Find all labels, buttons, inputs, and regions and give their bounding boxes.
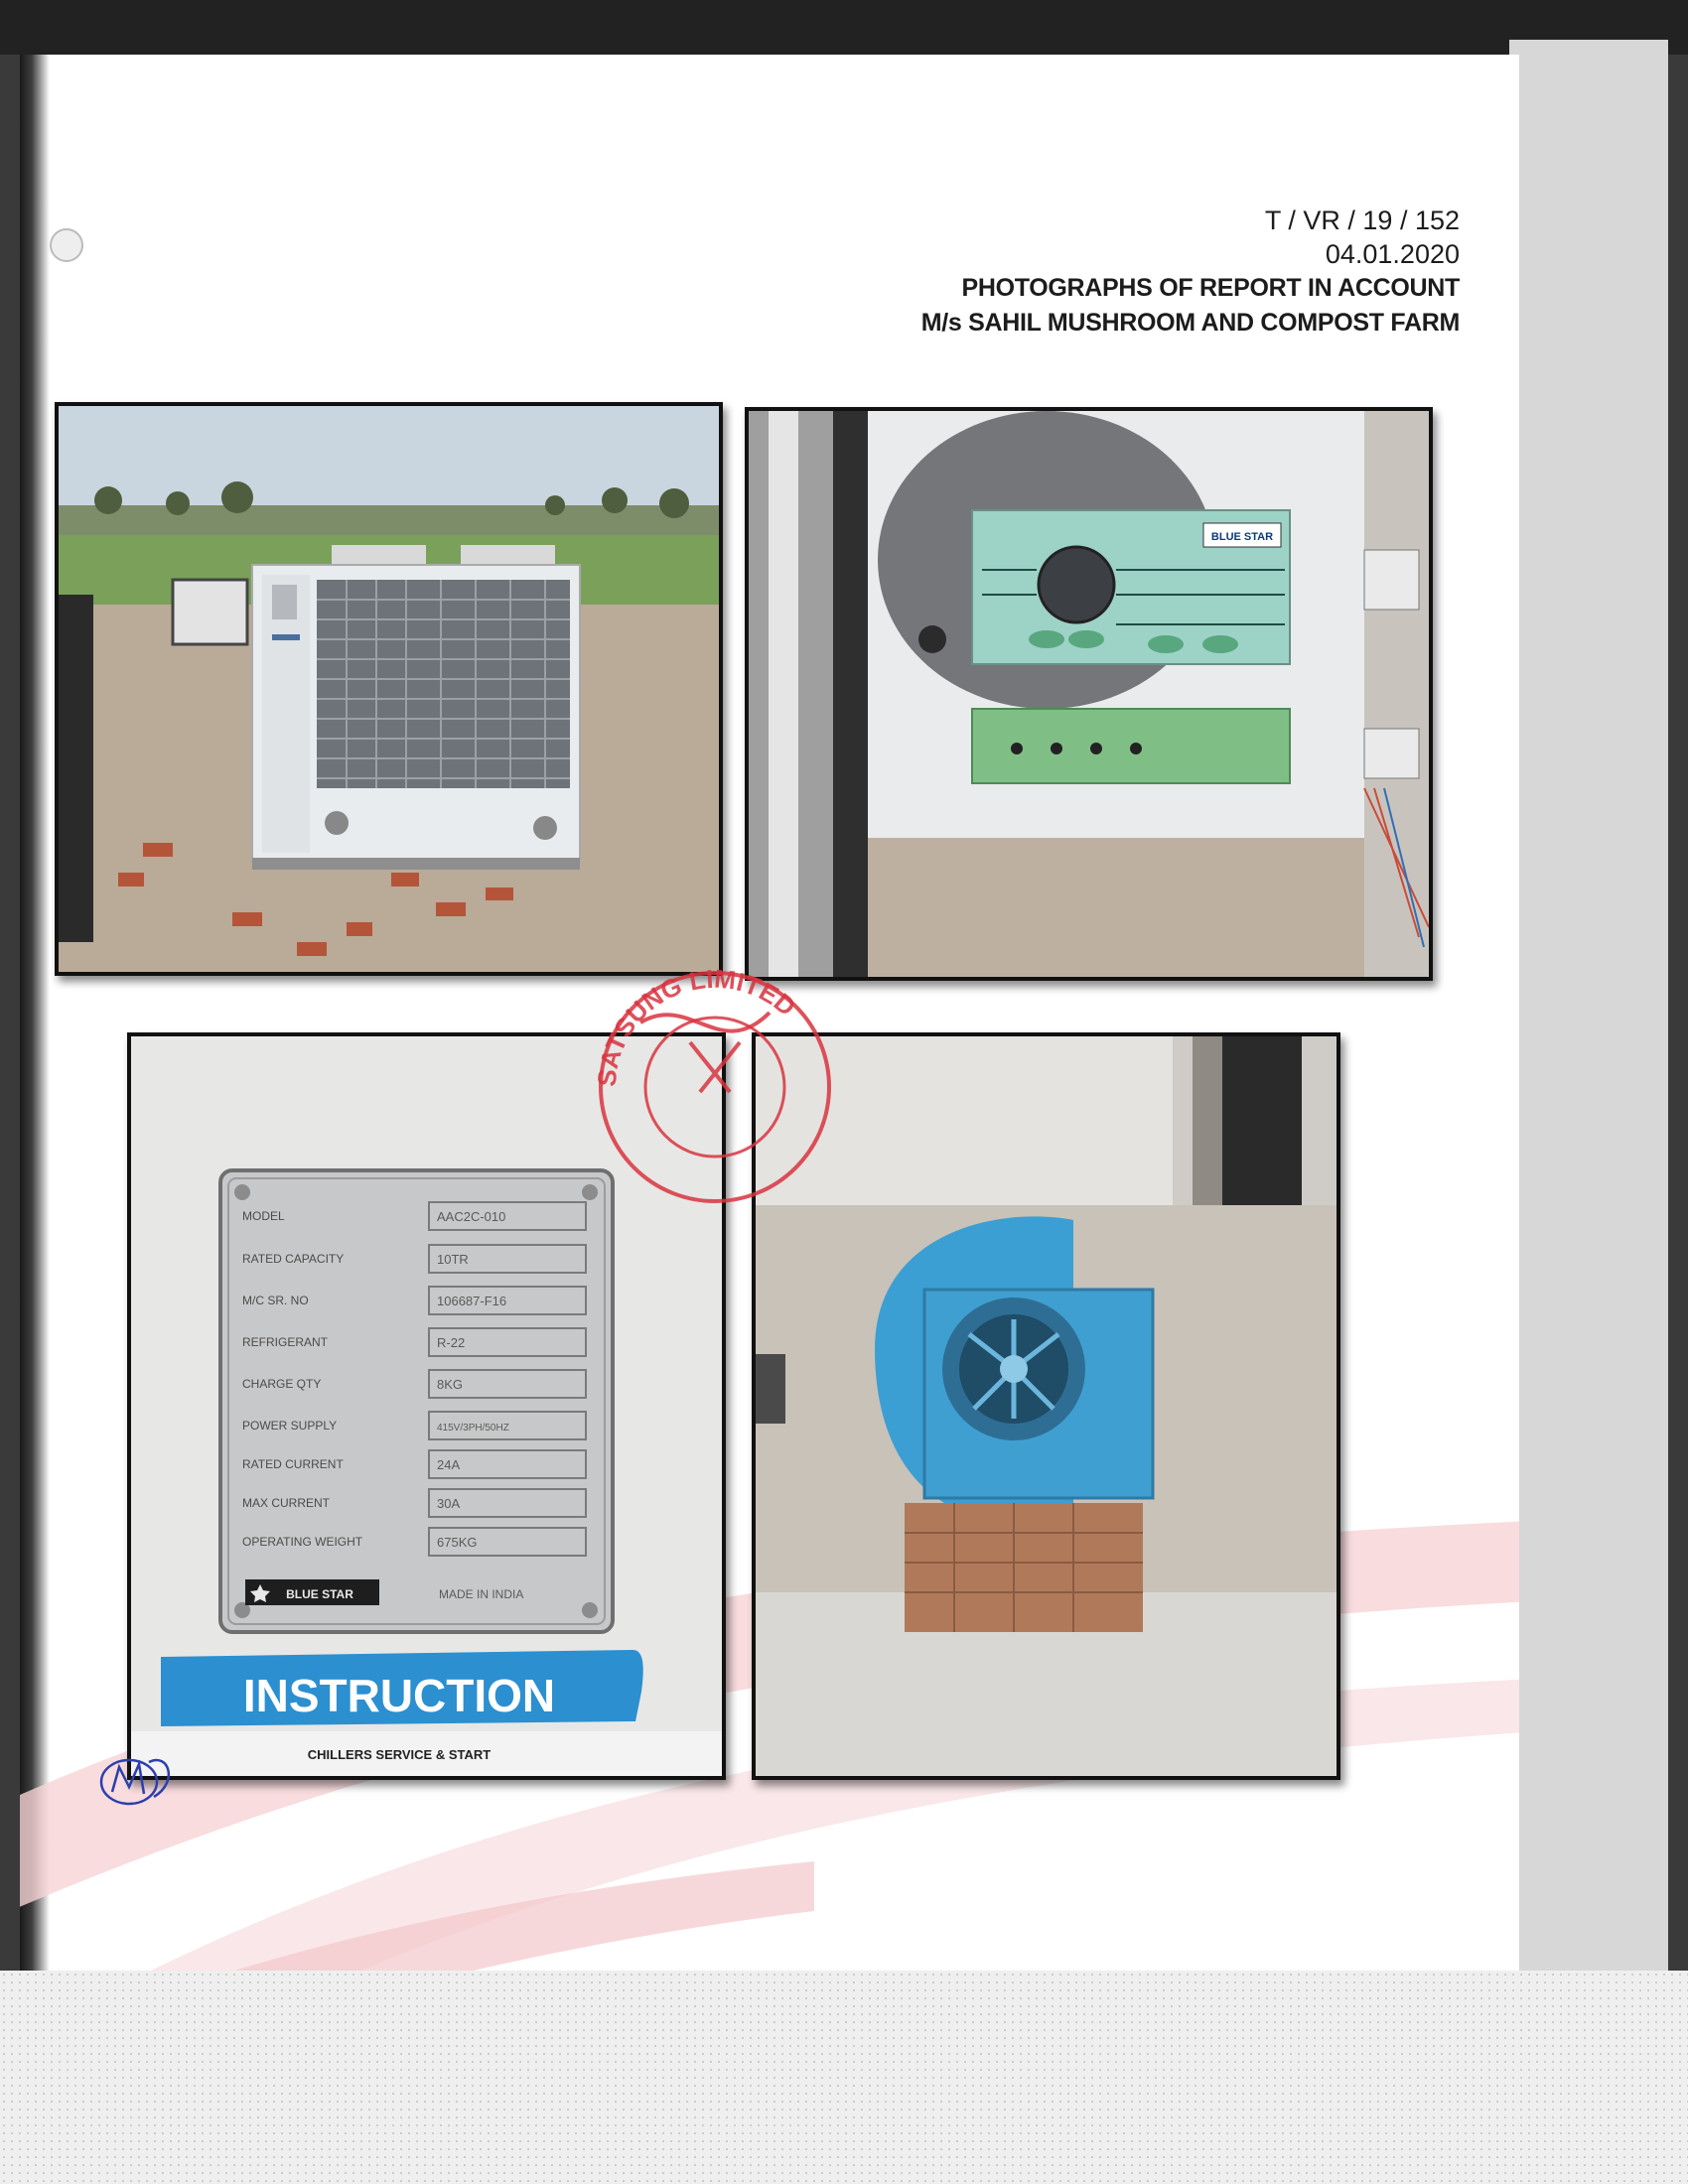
nameplate-label-6: RATED CURRENT xyxy=(242,1457,344,1471)
scanner-top-edge xyxy=(0,0,1688,55)
handwritten-initials xyxy=(94,1742,184,1812)
nameplate-value-2: 106687-F16 xyxy=(437,1294,507,1308)
nameplate-label-5: POWER SUPPLY xyxy=(242,1419,338,1433)
instruction-banner: INSTRUCTION xyxy=(242,1670,556,1721)
nameplate-label-7: MAX CURRENT xyxy=(242,1496,331,1510)
nameplate-value-4: 8KG xyxy=(437,1377,464,1392)
stamp-text: SATSUNG LIMITED xyxy=(591,963,802,1088)
document-page xyxy=(20,55,1519,1971)
nameplate-value-3: R-22 xyxy=(437,1335,466,1350)
photo-chiller-unit xyxy=(55,402,723,976)
nameplate-value-7: 30A xyxy=(437,1496,461,1511)
nameplate-brand: BLUE STAR xyxy=(286,1587,353,1601)
instruction-subtitle: CHILLERS SERVICE & START xyxy=(307,1747,492,1762)
company-stamp xyxy=(581,953,849,1221)
panel-brand-text: BLUE STAR xyxy=(1210,531,1274,543)
svg-text:SATSUNG LIMITED xyxy=(592,963,802,1087)
scan-background xyxy=(0,1971,1688,2184)
nameplate-label-2: M/C SR. NO xyxy=(242,1294,309,1307)
nameplate-value-5: 415V/3PH/50HZ xyxy=(437,1423,509,1433)
photo-control-panel xyxy=(745,407,1433,981)
nameplate-made-in: MADE IN INDIA xyxy=(439,1587,524,1601)
client-name: M/s SAHIL MUSHROOM AND COMPOST FARM xyxy=(920,309,1460,337)
nameplate-label-1: RATED CAPACITY xyxy=(242,1252,345,1266)
report-header xyxy=(921,204,1460,341)
report-date: 04.01.2020 xyxy=(1325,239,1460,269)
nameplate-label-0: MODEL xyxy=(242,1209,285,1223)
back-sheet xyxy=(1509,40,1668,1976)
nameplate-value-8: 675KG xyxy=(437,1535,478,1550)
punch-hole xyxy=(50,228,83,262)
nameplate-label-4: CHARGE QTY xyxy=(242,1377,322,1391)
nameplate-value-6: 24A xyxy=(437,1457,461,1472)
report-title: PHOTOGRAPHS OF REPORT IN ACCOUNT xyxy=(961,274,1460,302)
nameplate-label-3: REFRIGERANT xyxy=(242,1335,329,1349)
reference-number: T / VR / 19 / 152 xyxy=(1264,205,1460,235)
nameplate-label-8: OPERATING WEIGHT xyxy=(242,1535,363,1549)
nameplate-value-1: 10TR xyxy=(437,1252,469,1267)
nameplate-value-0: AAC2C-010 xyxy=(437,1209,506,1224)
